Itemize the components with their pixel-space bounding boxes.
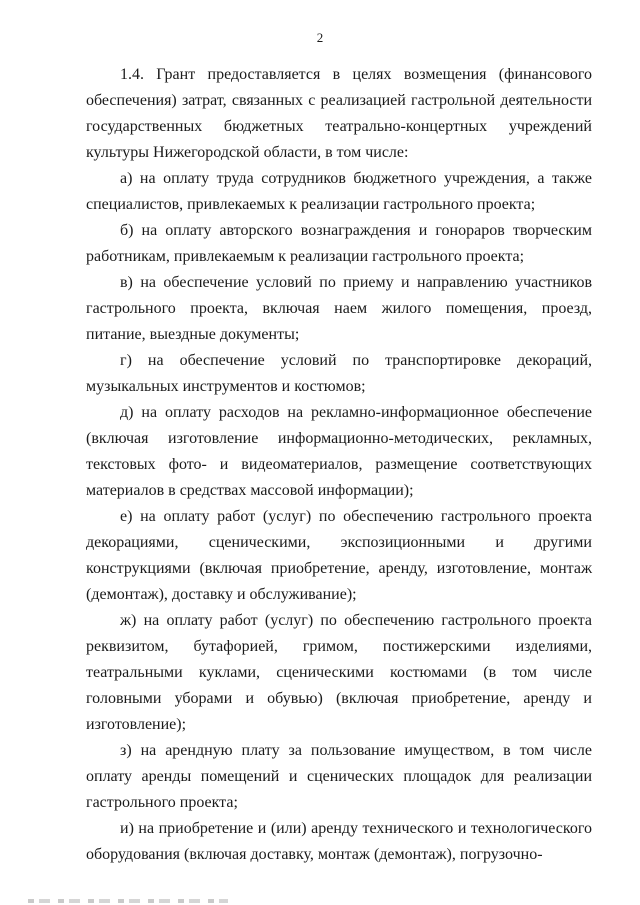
list-item-v: в) на обеспечение условий по приему и направлению участников гастрольного проекта, включая наем жилого помещения, проезд, питание, выездные документы;: [86, 274, 592, 343]
document-body: [86, 62, 592, 868]
list-item-b: б) на оплату авторского вознаграждения и гонораров творческим работникам, привлекаемым к реализации гастрольного проекта;: [86, 222, 592, 265]
list-item-d: д) на оплату расходов на рекламно-информационное обеспечение (включая изготовление информационно-методических, рекламных, текстовых фото- и видеоматериалов, размещение соответствующих материалов в средствах массовой информации);: [86, 404, 592, 499]
scan-footer-artifact: [28, 899, 228, 903]
list-item-i: и) на приобретение и (или) аренду технического и технологического оборудования (включая доставку, монтаж (демонтаж), погрузочно-: [86, 820, 592, 863]
list-item-z: з) на арендную плату за пользование имуществом, в том числе оплату аренды помещений и сценических площадок для реализации гастрольного проекта;: [86, 742, 592, 811]
list-item-e: е) на оплату работ (услуг) по обеспечению гастрольного проекта декорациями, сценическими, экспозиционными и другими конструкциями (включая приобретение, аренду, изготовление, монтаж (демонтаж), доставку и обслуживание);: [86, 508, 592, 603]
list-item-zh: ж) на оплату работ (услуг) по обеспечению гастрольного проекта реквизитом, бутафорией, гримом, постижерскими изделиями, театральными куклами, сценическими костюмами (в том числе головными уборами и обувью) (включая приобретение, аренду и изготовление);: [86, 612, 592, 733]
paragraph-1-4: 1.4. Грант предоставляется в целях возмещения (финансового обеспечения) затрат, связанных с реализацией гастрольной деятельности государственных бюджетных театрально-концертных учреждений культуры Нижегородской области, в том числе:: [86, 66, 592, 161]
page-number: 2: [316, 30, 324, 45]
list-item-a: а) на оплату труда сотрудников бюджетного учреждения, а также специалистов, привлекаемых к реализации гастрольного проекта;: [86, 170, 592, 213]
list-item-g: г) на обеспечение условий по транспортировке декораций, музыкальных инструментов и костюмов;: [86, 352, 592, 395]
